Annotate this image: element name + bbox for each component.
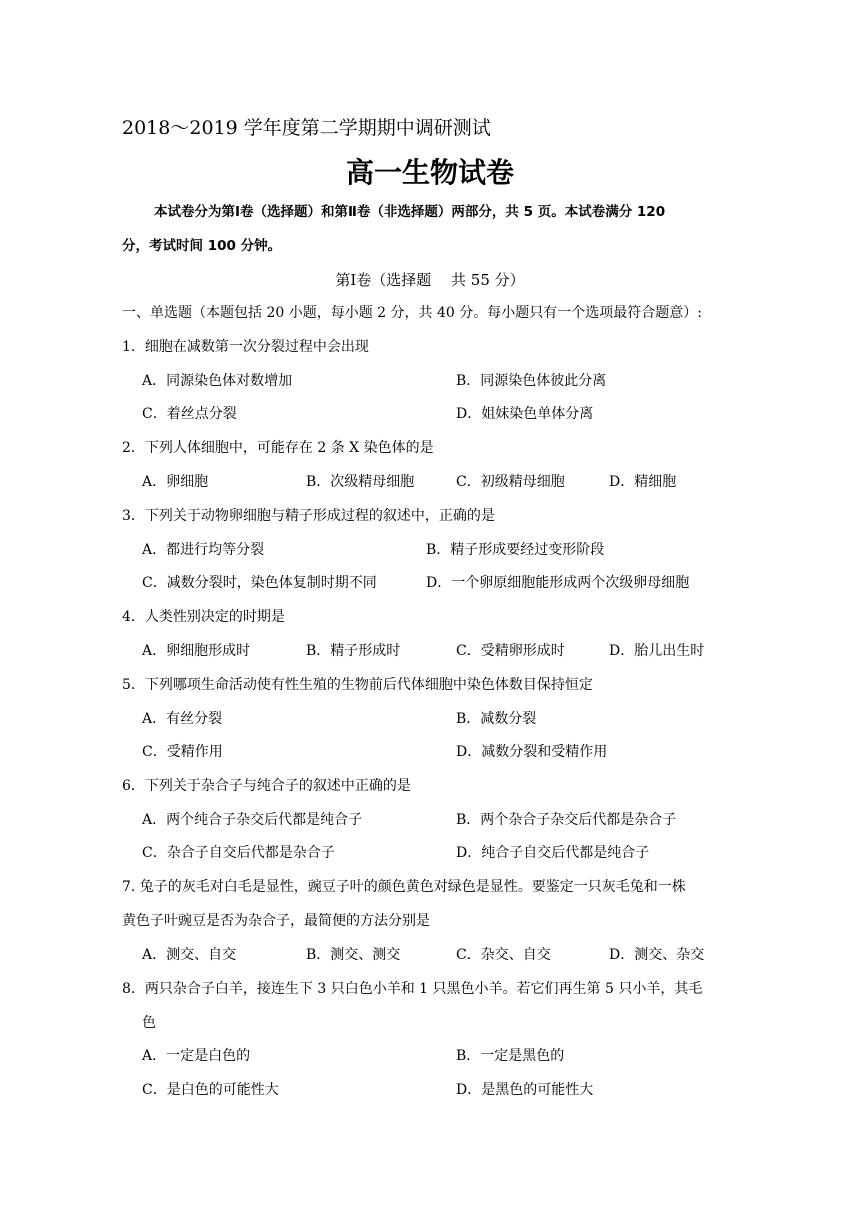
option-a: A．测交、自交: [142, 947, 237, 963]
question-stem: 6．下列关于杂合子与纯合子的叙述中正确的是: [122, 778, 411, 794]
option-d: D．姐妹染色单体分离: [456, 406, 594, 422]
option-b: B．同源染色体彼此分离: [456, 373, 607, 389]
option-b: B．精子形成要经过变形阶段: [426, 542, 605, 558]
question-stem: 7. 兔子的灰毛对白毛是显性，豌豆子叶的颜色黄色对绿色是显性。要鉴定一只灰毛兔和一株: [122, 879, 686, 895]
option-c: C．杂合子自交后代都是杂合子: [142, 845, 335, 861]
option-d: D．一个卵原细胞能形成两个次级卵母细胞: [426, 575, 690, 591]
question-stem: 1．细胞在减数第一次分裂过程中会出现: [122, 339, 369, 355]
question-stem: 8．两只杂合子白羊，接连生下 3 只白色小羊和 1 只黑色小羊。若它们再生第 5 只小羊，其毛: [122, 981, 703, 997]
intro-line-2: 分，考试时间 100 分钟。: [122, 238, 282, 254]
question-stem-continued: 黄色子叶豌豆是否为杂合子，最简便的方法分别是: [122, 913, 430, 929]
option-b: B．精子形成时: [306, 643, 401, 659]
option-c: C．着丝点分裂: [142, 406, 237, 422]
option-b: B．测交、测交: [306, 947, 401, 963]
exam-period: 2018～2019 学年度第二学期期中调研测试: [122, 117, 491, 139]
option-a: A．卵细胞: [142, 474, 209, 490]
option-b: B．一定是黑色的: [456, 1048, 565, 1064]
question-stem-continued: 色: [142, 1015, 156, 1031]
page-title: 高一生物试卷: [345, 156, 514, 189]
question-stem: 4．人类性别决定的时期是: [122, 609, 285, 625]
option-b: B．次级精母细胞: [306, 474, 415, 490]
option-c: C．减数分裂时，染色体复制时期不同: [142, 575, 377, 591]
option-a: A．两个纯合子杂交后代都是纯合子: [142, 812, 363, 828]
option-d: D．胎儿出生时: [609, 643, 705, 659]
option-a: A．有丝分裂: [142, 711, 223, 727]
option-d: D．减数分裂和受精作用: [456, 744, 608, 760]
option-c: C．是白色的可能性大: [142, 1082, 279, 1098]
option-c: C．受精卵形成时: [456, 643, 565, 659]
question-stem: 2．下列人体细胞中，可能存在 2 条 X 染色体的是: [122, 440, 434, 456]
section-title: 第Ⅰ卷（选择题 共 55 分）: [335, 271, 525, 289]
option-c: C．初级精母细胞: [456, 474, 565, 490]
option-a: A．卵细胞形成时: [142, 643, 251, 659]
option-c: C．受精作用: [142, 744, 223, 760]
option-a: A．一定是白色的: [142, 1048, 251, 1064]
option-b: B．减数分裂: [456, 711, 537, 727]
option-b: B．两个杂合子杂交后代都是杂合子: [456, 812, 677, 828]
option-d: D．精细胞: [609, 474, 677, 490]
option-d: D．纯合子自交后代都是纯合子: [456, 845, 650, 861]
option-a: A．都进行均等分裂: [142, 542, 265, 558]
option-a: A．同源染色体对数增加: [142, 373, 293, 389]
section-instruction: 一、单选题（本题包括 20 小题，每小题 2 分，共 40 分。每小题只有一个选项最符合题意）:: [122, 305, 702, 321]
option-d: D．测交、杂交: [609, 947, 705, 963]
question-stem: 5．下列哪项生命活动使有性生殖的生物前后代体细胞中染色体数目保持恒定: [122, 677, 593, 693]
option-c: C．杂交、自交: [456, 947, 551, 963]
intro-line-1: 本试卷分为第Ⅰ卷（选择题）和第Ⅱ卷（非选择题）两部分，共 5 页。本试卷满分 120: [154, 204, 666, 220]
option-d: D．是黑色的可能性大: [456, 1082, 594, 1098]
question-stem: 3．下列关于动物卵细胞与精子形成过程的叙述中，正确的是: [122, 508, 495, 524]
